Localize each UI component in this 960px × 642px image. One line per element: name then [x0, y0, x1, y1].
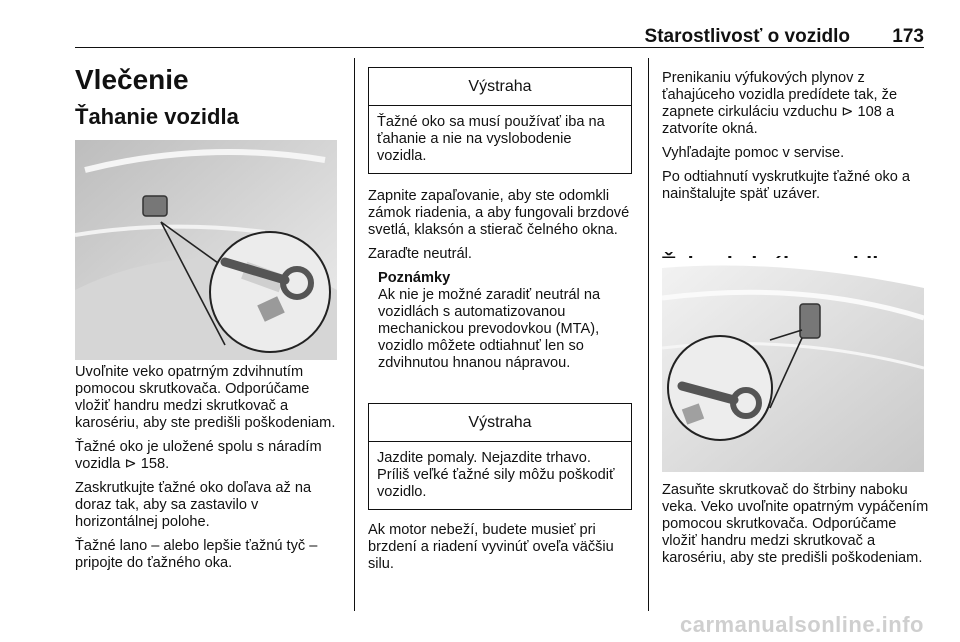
warning-box-1	[368, 67, 632, 174]
paragraph: Vyhľadajte pomoc v servise.	[662, 145, 845, 161]
column-divider-2	[648, 58, 649, 611]
column-1-text	[75, 364, 345, 579]
warning-text: Ťažné oko sa musí používať iba na ťahanie a nie na vyslobodenie vozidla.	[377, 114, 605, 164]
watermark: carmanualsonline.info	[680, 612, 924, 637]
section-heading: Vlečenie	[75, 64, 189, 95]
paragraph: Ťažné oko je uložené spolu s náradím vozidla ⊳ 158.	[75, 439, 322, 472]
warning-text: Jazdite pomaly. Nejazdite trhavo. Príliš veľké ťažné sily môžu poškodiť vozidlo.	[377, 450, 615, 500]
illustration-rear-tow-eye	[75, 140, 337, 360]
paragraph: Uvoľnite veko opatrným zdvihnutím pomocou skrutkovača. Odporúčame vložiť handru medzi skrutkovač a karosériu, aby ste predišli poškodeniam.	[75, 364, 336, 431]
page-number: 173	[892, 26, 924, 47]
paragraph: Ťažné lano – alebo lepšie ťažnú tyč – pripojte do ťažného oka.	[75, 538, 318, 571]
paragraph: Ak motor nebeží, budete musieť pri brzdení a riadení vyvinúť oveľa väčšiu silu.	[368, 522, 614, 572]
warning-title: Výstraha	[369, 404, 631, 442]
column-2-text	[368, 188, 636, 379]
column-2-text-bottom	[368, 522, 638, 580]
paragraph: Zaskrutkujte ťažné oko doľava až na doraz tak, aby sa zastavilo v horizontálnej polohe.	[75, 480, 312, 530]
paragraph: Po odtiahnutí vyskrutkujte ťažné oko a nainštalujte späť uzáver.	[662, 169, 911, 202]
header-title: Starostlivosť o vozidlo	[644, 26, 850, 47]
subsection-heading-towing-vehicle: Ťahanie vozidla	[75, 104, 239, 129]
illustration-front-tow-eye	[662, 258, 924, 472]
note-title: Poznámky	[378, 270, 451, 286]
warning-box-2	[368, 403, 632, 510]
paragraph: Prenikaniu výfukových plynov z ťahajúceho vozidla predídete tak, že zapnete cirkuláciu vzduchu ⊳ 108 a zatvoríte okná.	[662, 70, 898, 137]
header-rule	[75, 47, 924, 48]
warning-title: Výstraha	[369, 68, 631, 106]
note	[368, 270, 636, 372]
paragraph: Zasuňte skrutkovač do štrbiny naboku veka. Veko uvoľnite opatrným vypáčením pomocou skrutkovača. Odporúčame vložiť handru medzi skrutkovač a karosériu, aby ste predišli poškodeniam.	[662, 482, 929, 566]
column-divider-1	[354, 58, 355, 611]
paragraph: Zaraďte neutrál.	[368, 246, 472, 262]
paragraph: Zapnite zapaľovanie, aby ste odomkli zámok riadenia, a aby fungovali brzdové svetlá, klaksón a stierač čelného okna.	[368, 188, 630, 238]
column-3-text	[662, 70, 932, 210]
note-text: Ak nie je možné zaradiť neutrál na vozidlách s automatizovanou mechanickou prevodovkou (MTA), vozidlo môžete odtiahnuť len so zdvihnutou hnanou nápravou.	[378, 287, 601, 371]
column-3-text-bottom	[662, 482, 932, 574]
